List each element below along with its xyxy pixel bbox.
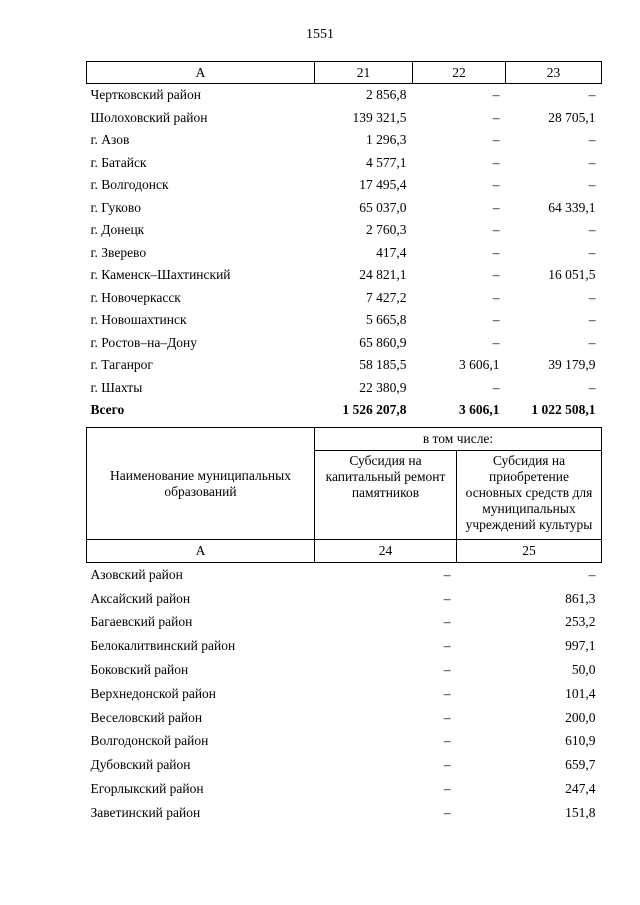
- value-col-23: –: [588, 312, 596, 328]
- municipality-name: г. Зверево: [90, 244, 147, 260]
- header-col-a: А: [87, 62, 315, 84]
- index-col-25: 25: [457, 540, 602, 563]
- total-col-21: 1 526 207,8: [342, 402, 407, 418]
- header-group-row: [87, 428, 602, 451]
- table-row: [87, 332, 602, 355]
- municipality-name: Багаевский район: [90, 614, 193, 630]
- value-col-22: –: [492, 222, 500, 238]
- value-col-21: 2 760,3: [366, 222, 407, 238]
- value-col-24: –: [443, 662, 451, 678]
- value-col-23: –: [588, 177, 596, 193]
- value-col-21: 58 185,5: [359, 357, 407, 373]
- table-row: [87, 264, 602, 287]
- value-col-22: –: [492, 177, 500, 193]
- value-col-22: –: [492, 289, 500, 305]
- value-col-24: –: [443, 685, 451, 701]
- index-col-24: 24: [315, 540, 457, 563]
- value-col-25: 997,1: [565, 638, 596, 654]
- value-col-22: –: [492, 87, 500, 103]
- municipality-name: Дубовский район: [90, 757, 191, 773]
- table-row: [87, 801, 602, 825]
- table-row: [87, 354, 602, 377]
- table-row: [87, 587, 602, 611]
- total-row: [87, 399, 602, 422]
- value-col-25: 247,4: [565, 781, 596, 797]
- table-row: [87, 84, 602, 107]
- budget-table-part2: [86, 427, 602, 825]
- value-col-23: 28 705,1: [548, 109, 596, 125]
- table-row: [87, 152, 602, 175]
- municipality-name: г. Новошахтинск: [90, 312, 187, 328]
- municipality-name: Верхнедонской район: [90, 685, 217, 701]
- value-col-22: 3 606,1: [459, 357, 500, 373]
- value-col-22: –: [492, 379, 500, 395]
- value-col-25: –: [588, 566, 596, 582]
- table-row: [87, 242, 602, 265]
- total-col-22: 3 606,1: [459, 402, 500, 418]
- municipality-name: Заветинский район: [90, 804, 201, 820]
- table-row: [87, 634, 602, 658]
- value-col-21: 417,4: [376, 244, 407, 260]
- value-col-21: 65 037,0: [359, 199, 407, 215]
- value-col-21: 22 380,9: [359, 379, 407, 395]
- value-col-23: –: [588, 222, 596, 238]
- table-row: [87, 682, 602, 706]
- municipality-name: Чертковский район: [90, 87, 201, 103]
- total-col-23: 1 022 508,1: [531, 402, 596, 418]
- header-col-21: 21: [315, 62, 413, 84]
- value-col-22: –: [492, 132, 500, 148]
- value-col-21: 1 296,3: [366, 132, 407, 148]
- value-col-25: 50,0: [571, 662, 596, 678]
- value-col-22: –: [492, 244, 500, 260]
- value-col-25: 200,0: [565, 709, 596, 725]
- index-col-a: А: [87, 540, 315, 563]
- value-col-21: 5 665,8: [366, 312, 407, 328]
- table-row: [87, 197, 602, 220]
- value-col-22: –: [492, 312, 500, 328]
- municipality-name: г. Таганрог: [90, 357, 153, 373]
- header-col-25-title: Субсидия на приобретение основных средств для муниципальных учреждений культуры: [457, 451, 602, 540]
- value-col-24: –: [443, 709, 451, 725]
- municipality-name: г. Гуково: [90, 199, 141, 215]
- value-col-23: 39 179,9: [548, 357, 596, 373]
- table-row: [87, 730, 602, 754]
- column-index-header: [87, 540, 602, 563]
- table-row: [87, 107, 602, 130]
- page-number: 1551: [306, 27, 334, 42]
- value-col-22: –: [492, 109, 500, 125]
- municipality-name: Боковский район: [90, 662, 189, 678]
- table-row: [87, 309, 602, 332]
- value-col-21: 4 577,1: [366, 154, 407, 170]
- value-col-25: 101,4: [565, 685, 596, 701]
- value-col-25: 151,8: [565, 804, 596, 820]
- value-col-25: 659,7: [565, 757, 596, 773]
- municipality-name: г. Азов: [90, 132, 130, 148]
- value-col-24: –: [443, 757, 451, 773]
- header-col-22: 22: [413, 62, 506, 84]
- value-col-21: 17 495,4: [359, 177, 407, 193]
- value-col-22: –: [492, 334, 500, 350]
- column-index-header: [87, 62, 602, 84]
- municipality-name: г. Каменск–Шахтинский: [90, 267, 231, 283]
- municipality-name: Егорлыкский район: [90, 781, 204, 797]
- value-col-21: 2 856,8: [366, 87, 407, 103]
- value-col-24: –: [443, 590, 451, 606]
- value-col-23: 16 051,5: [548, 267, 596, 283]
- table-row: [87, 174, 602, 197]
- municipality-name: Азовский район: [90, 566, 183, 582]
- value-col-23: –: [588, 154, 596, 170]
- municipality-name: Аксайский район: [90, 590, 191, 606]
- value-col-21: 7 427,2: [366, 289, 407, 305]
- municipality-name: г. Донецк: [90, 222, 145, 238]
- header-col-24-title: Субсидия на капитальный ремонт памятников: [315, 451, 457, 540]
- table-row: [87, 611, 602, 635]
- table-row: [87, 287, 602, 310]
- value-col-23: 64 339,1: [548, 199, 596, 215]
- municipality-name: Шолоховский район: [90, 109, 208, 125]
- value-col-21: 24 821,1: [359, 267, 407, 283]
- total-label: Всего: [90, 402, 125, 418]
- value-col-24: –: [443, 638, 451, 654]
- header-group-label: в том числе:: [315, 428, 602, 451]
- budget-table-part1: [86, 61, 602, 422]
- value-col-23: –: [588, 379, 596, 395]
- value-col-24: –: [443, 733, 451, 749]
- value-col-24: –: [443, 781, 451, 797]
- municipality-name: г. Волгодонск: [90, 177, 169, 193]
- value-col-23: –: [588, 289, 596, 305]
- value-col-25: 253,2: [565, 614, 596, 630]
- value-col-22: –: [492, 267, 500, 283]
- value-col-21: 139 321,5: [352, 109, 407, 125]
- value-col-24: –: [443, 614, 451, 630]
- table-row: [87, 377, 602, 400]
- municipality-name: г. Батайск: [90, 154, 147, 170]
- header-col-23: 23: [506, 62, 602, 84]
- table-row: [87, 129, 602, 152]
- value-col-23: –: [588, 244, 596, 260]
- value-col-21: 65 860,9: [359, 334, 407, 350]
- municipality-name: г. Шахты: [90, 379, 143, 395]
- value-col-24: –: [443, 566, 451, 582]
- municipality-name: г. Новочеркасск: [90, 289, 181, 305]
- table-row: [87, 753, 602, 777]
- value-col-22: –: [492, 154, 500, 170]
- table-row: [87, 219, 602, 242]
- table-row: [87, 777, 602, 801]
- municipality-name: Белокалитвинский район: [90, 638, 236, 654]
- value-col-22: –: [492, 199, 500, 215]
- value-col-25: 610,9: [565, 733, 596, 749]
- value-col-23: –: [588, 132, 596, 148]
- value-col-24: –: [443, 804, 451, 820]
- municipality-name: Волгодонской район: [90, 733, 209, 749]
- table-row: [87, 706, 602, 730]
- table-row: [87, 563, 602, 587]
- value-col-23: –: [588, 334, 596, 350]
- table-row: [87, 658, 602, 682]
- municipality-name: г. Ростов–на–Дону: [90, 334, 198, 350]
- header-municipality-name: Наименование муниципальных образований: [87, 428, 315, 540]
- value-col-25: 861,3: [565, 590, 596, 606]
- municipality-name: Веселовский район: [90, 709, 203, 725]
- value-col-23: –: [588, 87, 596, 103]
